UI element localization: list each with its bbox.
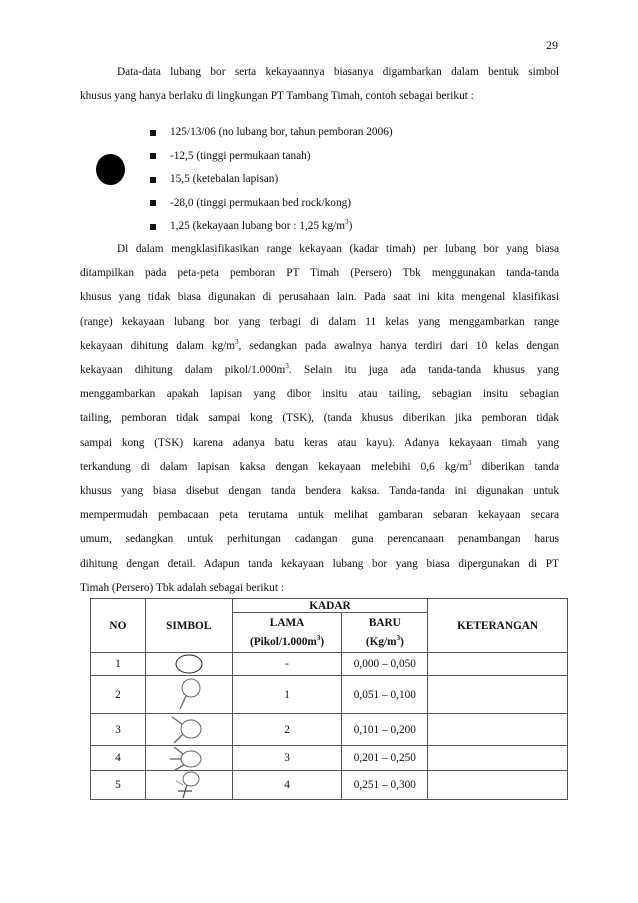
text-line: terkandung di dalam lapisan kaksa dengan kekayaan melebihi 0,6 $kg/m^3$ diberikan tanda bbox=[80, 459, 559, 473]
text-line: sampai kong (TSK) karena adanya batu keras atau kayu). Adanya kekayaan timah yang bbox=[80, 436, 559, 449]
header-simbol: SIMBOL bbox=[145, 599, 232, 653]
square-bullet-icon bbox=[150, 177, 156, 183]
cell-keterangan bbox=[428, 746, 568, 771]
text-line: khusus yang tidak biasa digunakan di perusahaan lain. Pada saat ini kita mengenal klasifikasi bbox=[80, 291, 559, 304]
kadar-class-4-icon bbox=[165, 746, 213, 770]
cell-symbol bbox=[145, 771, 232, 800]
cell-lama: 4 bbox=[232, 771, 342, 800]
text-line: khusus yang hanya berlaku di lingkungan PT Tambang Timah, contoh sebagai berikut : bbox=[80, 90, 474, 103]
cell-baru: 0,000 – 0,050 bbox=[342, 653, 428, 676]
list-item bbox=[150, 145, 393, 169]
text-line: dihitung dengan detail. Adapun tanda kekayaan lubang bor yang biasa dipergunakan di PT bbox=[80, 557, 559, 570]
kadar-class-5-icon bbox=[167, 771, 211, 799]
cell-symbol bbox=[145, 746, 232, 771]
header-lama: LAMA $(Pikol/1.000m^3)$ bbox=[232, 613, 342, 653]
cell-lama: 1 bbox=[232, 676, 342, 714]
table-row bbox=[91, 714, 568, 746]
table-row bbox=[91, 771, 568, 800]
cell-lama: 3 bbox=[232, 746, 342, 771]
list-item bbox=[150, 121, 393, 145]
text-line: (range) kekayaan lubang bor yang terbagi di dalam 11 kelas yang menggambarkan range bbox=[80, 315, 559, 328]
text-line: kekayaan dihitung dalam $kg/m^3$, sedangkan pada awalnya hanya terdiri dari 10 kelas dengan bbox=[80, 338, 560, 352]
kadar-class-2-icon bbox=[169, 677, 209, 713]
cell-no: 4 bbox=[91, 746, 146, 771]
text-line: Timah (Persero) Tbk adalah sebagai berikut : bbox=[80, 581, 284, 594]
text-line: ditampilkan pada peta-peta pemboran PT Timah (Persero) Tbk menggunakan tanda-tanda bbox=[80, 267, 559, 280]
intro-paragraph bbox=[80, 60, 559, 108]
text-line: khusus yang biasa disebut dengan tanda bendera kaksa. Tanda-tanda ini digunakan untuk bbox=[80, 485, 559, 498]
square-bullet-icon bbox=[150, 153, 156, 159]
text-line: tailing, pemboran tidak sampai kong (TSK), (tanda khusus diberikan jika pemboran tidak bbox=[80, 412, 559, 425]
table-row bbox=[91, 653, 568, 676]
square-bullet-icon bbox=[150, 200, 156, 206]
drill-hole-symbol-icon bbox=[96, 154, 125, 185]
cell-baru: 0,101 – 0,200 bbox=[342, 714, 428, 746]
header-kadar: KADAR bbox=[232, 599, 428, 613]
cell-no: 3 bbox=[91, 714, 146, 746]
page-number: 29 bbox=[546, 38, 558, 52]
cell-no: 5 bbox=[91, 771, 146, 800]
list-item bbox=[150, 215, 393, 239]
square-bullet-icon bbox=[150, 130, 156, 136]
cell-keterangan bbox=[428, 653, 568, 676]
list-item bbox=[150, 192, 393, 216]
kadar-class-3-icon bbox=[167, 715, 211, 745]
cell-keterangan bbox=[428, 676, 568, 714]
cell-keterangan bbox=[428, 771, 568, 800]
kadar-class-1-icon bbox=[169, 653, 209, 675]
text-line: umum, sedangkan untuk perhitungan cadangan guna perencanaan penambangan harus bbox=[80, 533, 559, 546]
text-line: mempermudah pembacaan peta terutama untuk melihat gambaran sebaran kekayaan secara bbox=[80, 509, 559, 522]
cell-no: 2 bbox=[91, 676, 146, 714]
square-bullet-icon bbox=[150, 224, 156, 230]
text-line: kekayaan dihitung dalam pikol/$1.000m^3$. Selain itu juga ada tanda-tanda khusus yang bbox=[80, 362, 559, 377]
list-item-text: 15,5 (ketebalan lapisan) bbox=[170, 173, 279, 185]
cell-baru: 0,051 – 0,100 bbox=[342, 676, 428, 714]
list-item-text: -12,5 (tinggi permukaan tanah) bbox=[170, 149, 311, 162]
cell-symbol bbox=[145, 676, 232, 714]
body-paragraph bbox=[80, 237, 559, 600]
cell-baru: 0,201 – 0,250 bbox=[342, 746, 428, 771]
table-row bbox=[91, 746, 568, 771]
list-item-text: -28,0 (tinggi permukaan bed rock/kong) bbox=[170, 196, 352, 209]
list-item bbox=[150, 168, 393, 192]
header-keterangan: KETERANGAN bbox=[428, 599, 568, 653]
header-no: NO bbox=[91, 599, 146, 653]
cell-symbol bbox=[145, 714, 232, 746]
text-line: Di dalam mengklasifikasikan range kekayaan (kadar timah) per lubang bor yang biasa bbox=[117, 243, 559, 255]
kadar-classification-table bbox=[90, 598, 568, 800]
text-line: Data-data lubang bor serta kekayaannya biasanya digambarkan dalam bentuk simbol bbox=[117, 66, 559, 78]
list-item-text: 125/13/06 (no lubang bor, tahun pemboran 2006) bbox=[170, 126, 393, 138]
list-item-text: 1,25 (kekayaan lubang bor : 1,25 $kg/m^3$) bbox=[170, 218, 353, 232]
symbol-legend-list bbox=[150, 121, 393, 239]
header-baru: BARU $(Kg/m^3)$ bbox=[342, 613, 428, 653]
table-row bbox=[91, 676, 568, 714]
cell-lama: - bbox=[232, 653, 342, 676]
cell-keterangan bbox=[428, 714, 568, 746]
text-line: menggambarkan apakah lapisan yang dibor insitu atau tailing, sebagian insitu sebagian bbox=[80, 388, 559, 401]
cell-baru: 0,251 – 0,300 bbox=[342, 771, 428, 800]
cell-lama: 2 bbox=[232, 714, 342, 746]
cell-no: 1 bbox=[91, 653, 146, 676]
cell-symbol bbox=[145, 653, 232, 676]
